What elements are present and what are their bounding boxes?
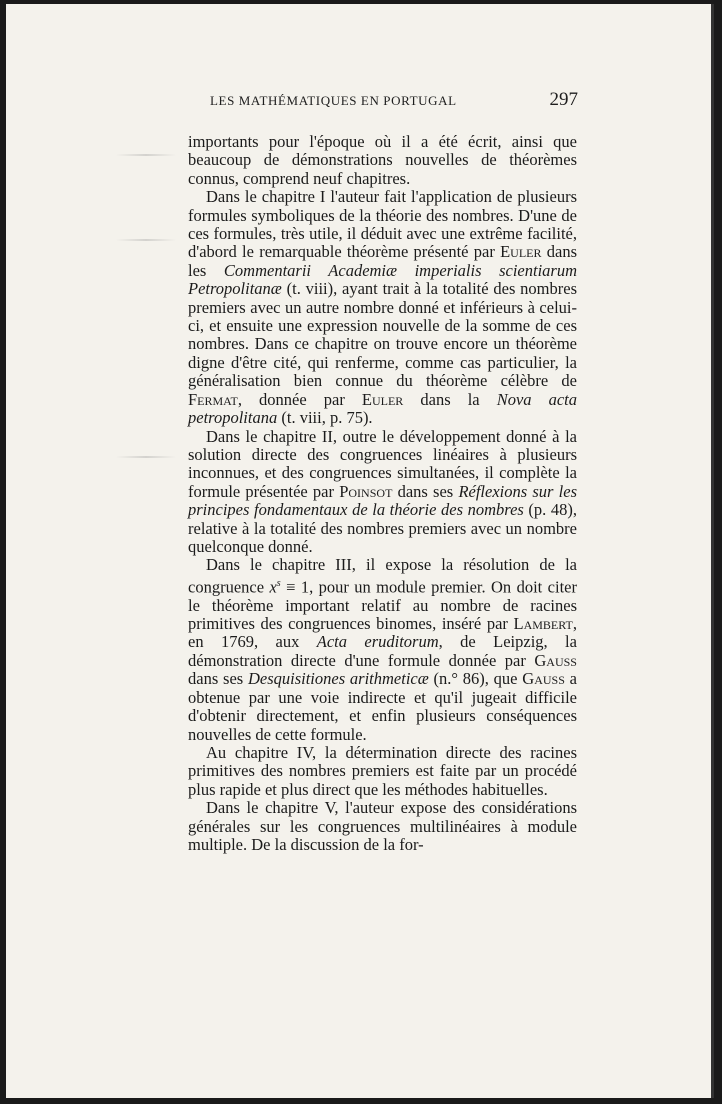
paragraph	[188, 744, 577, 799]
paragraph-text: (t. viii, p. 75).	[277, 408, 373, 428]
author-name: Lambert	[513, 614, 573, 634]
margin-smudge	[116, 154, 176, 156]
author-name: Poinsot	[339, 481, 393, 501]
paragraph-text: , pour un module premier. On doit citer le théorème important relatif au nombre de racines primitives des congruences binomes, inséré par	[188, 577, 577, 634]
paragraph-text: importants pour l'époque où il a été écrit, ainsi que beaucoup de démonstrations nouvelles de théorèmes connus, comprend neuf chapitres.	[188, 132, 577, 188]
formula: ≡ 1	[280, 577, 310, 597]
journal-title: Commentarii Academiæ imperialis scientiarum Petropolitanæ	[188, 260, 577, 299]
author-name: Gauss	[522, 669, 565, 689]
margin-smudge	[116, 239, 176, 241]
paragraph	[188, 428, 577, 557]
paragraph-text: a obtenue par une voie indirecte et qu'il jugeait difficile d'obtenir directement, et enfin plusieurs conséquences nouvelles de cette formule.	[188, 669, 577, 744]
running-title: LES MATHÉMATIQUES EN PORTUGAL	[210, 93, 457, 108]
formula: x	[269, 577, 277, 597]
paragraph-text: Dans le chapitre III, il expose la résolution de la congruence	[188, 555, 577, 597]
paragraph-text: (p. 48), relative à la totalité des nombres premiers avec un nombre quelconque donné.	[188, 500, 577, 556]
journal-title: Acta eruditorum	[316, 632, 439, 652]
paragraph-text: dans ses	[188, 669, 248, 689]
journal-title: Nova acta petropolitana	[188, 389, 577, 428]
paragraph-text: , de Leipzig, la démonstration directe d'une formule donnée par	[188, 632, 577, 670]
paragraph-text: , donnée par	[237, 389, 362, 409]
paragraph-text: (t. viii), ayant trait à la totalité des nombres premiers avec un autre nombre donné et inférieurs à celui-ci, et ensuite une expression nouvelle de la somme de ces nombres. Dans ce chapitre on trouve encore un théorème digne d'être cité, qui renferme, comme cas particulier, la généralisation bien connue du théorème célèbre de	[188, 279, 577, 391]
paragraph-text: , en 1769, aux	[188, 614, 577, 652]
paragraph	[188, 556, 577, 744]
paragraph	[188, 133, 577, 188]
paragraph-text: dans ses	[392, 481, 459, 501]
paragraph-text: Dans le chapitre I l'auteur fait l'application de plusieurs formules symboliques de la théorie des nombres. D'une de ces formules, très utile, il déduit avec une extrême facilité, d'abord le remarquable théorème présenté par	[188, 187, 577, 262]
paragraph-text: Dans le chapitre II, outre le développement donné à la solution directe des congruences linéaires à plusieurs inconnues, et des congruences simultanées, il complète la formule présentée par	[188, 426, 577, 501]
page-number: 297	[549, 89, 578, 110]
paragraph-text: Au chapitre IV, la détermination directe des racines primitives des nombres premiers est faite par un procédé plus rapide et plus direct que les méthodes habituelles.	[188, 742, 577, 799]
book-page	[6, 4, 714, 1098]
author-name: Euler	[500, 242, 542, 262]
author-name: Gauss	[534, 650, 577, 670]
paragraph-text: dans la	[403, 389, 497, 409]
paragraph-text: (n.° 86), que	[428, 669, 523, 689]
paragraph	[188, 188, 577, 427]
paragraph-text: dans les	[188, 242, 577, 280]
work-title: Réflexions sur les principes fondamentaux de la théorie des nombres	[188, 481, 577, 520]
formula-exponent: s	[276, 577, 281, 589]
body-text	[188, 133, 577, 854]
author-name: Fermat	[188, 389, 238, 409]
margin-smudge	[116, 456, 176, 458]
paragraph-text: Dans le chapitre V, l'auteur expose des considérations générales sur les congruences multilinéaires à module multiple. De la discussion de la for-	[188, 798, 577, 854]
work-title: Desquisitiones arithmeticæ	[247, 669, 429, 689]
paragraph	[188, 799, 577, 854]
author-name: Euler	[361, 389, 404, 409]
